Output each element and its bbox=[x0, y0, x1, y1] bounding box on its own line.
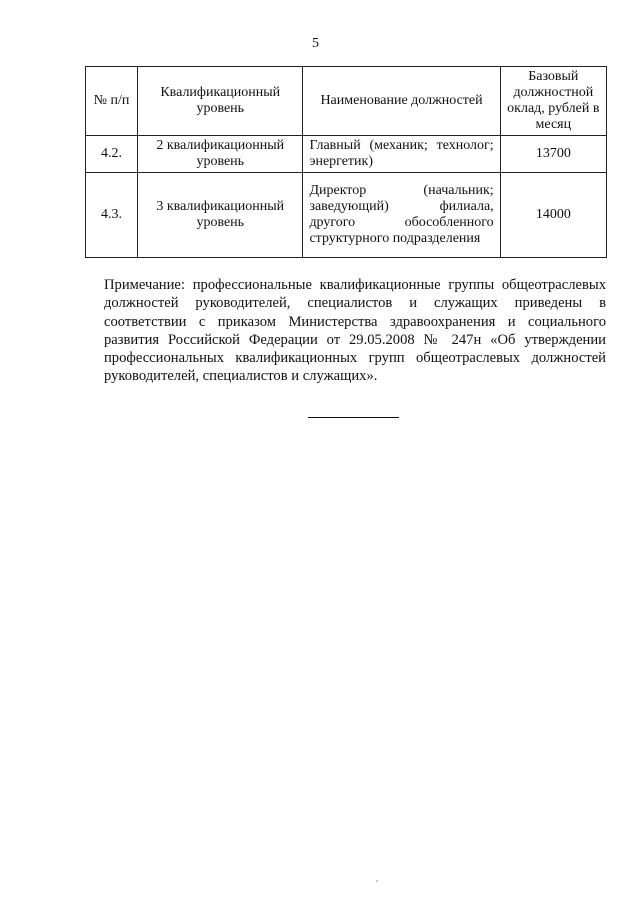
page-number: 5 bbox=[312, 36, 319, 51]
header-num: № п/п bbox=[86, 67, 138, 136]
row-position-name: Главный (механик; технолог; энергетик) bbox=[303, 136, 500, 173]
header-position-name: Наименование должностей bbox=[303, 67, 500, 136]
row-num: 4.2. bbox=[86, 136, 138, 173]
row-salary: 14000 bbox=[500, 173, 606, 258]
row-salary: 13700 bbox=[500, 136, 606, 173]
row-position-name: Директор (начальник; заведующий) филиала, другого обособленного структурного подразделения bbox=[303, 173, 500, 258]
table-header-row bbox=[86, 67, 607, 136]
note-paragraph: Примечание: профессиональные квалификационные группы общеотраслевых должностей руководителей, специалистов и служащих приведены в соответствии с приказом Министерства здравоохранения и социального развития Российской Федерации от 29.05.2008 № 247н «Об утверждении профессиональных квалификационных групп общеотраслевых должностей руководителей, специалистов и служащих». bbox=[104, 277, 606, 385]
salary-table bbox=[85, 66, 607, 258]
header-level: Квалификационный уровень bbox=[138, 67, 303, 136]
table-row bbox=[86, 136, 607, 173]
separator-line bbox=[308, 417, 399, 418]
table-row bbox=[86, 173, 607, 258]
scan-speck bbox=[376, 880, 378, 882]
row-num: 4.3. bbox=[86, 173, 138, 258]
header-salary: Базовый должностной оклад, рублей в месяц bbox=[500, 67, 606, 136]
row-level: 2 квалификационный уровень bbox=[138, 136, 303, 173]
row-level: 3 квалификационный уровень bbox=[138, 173, 303, 258]
